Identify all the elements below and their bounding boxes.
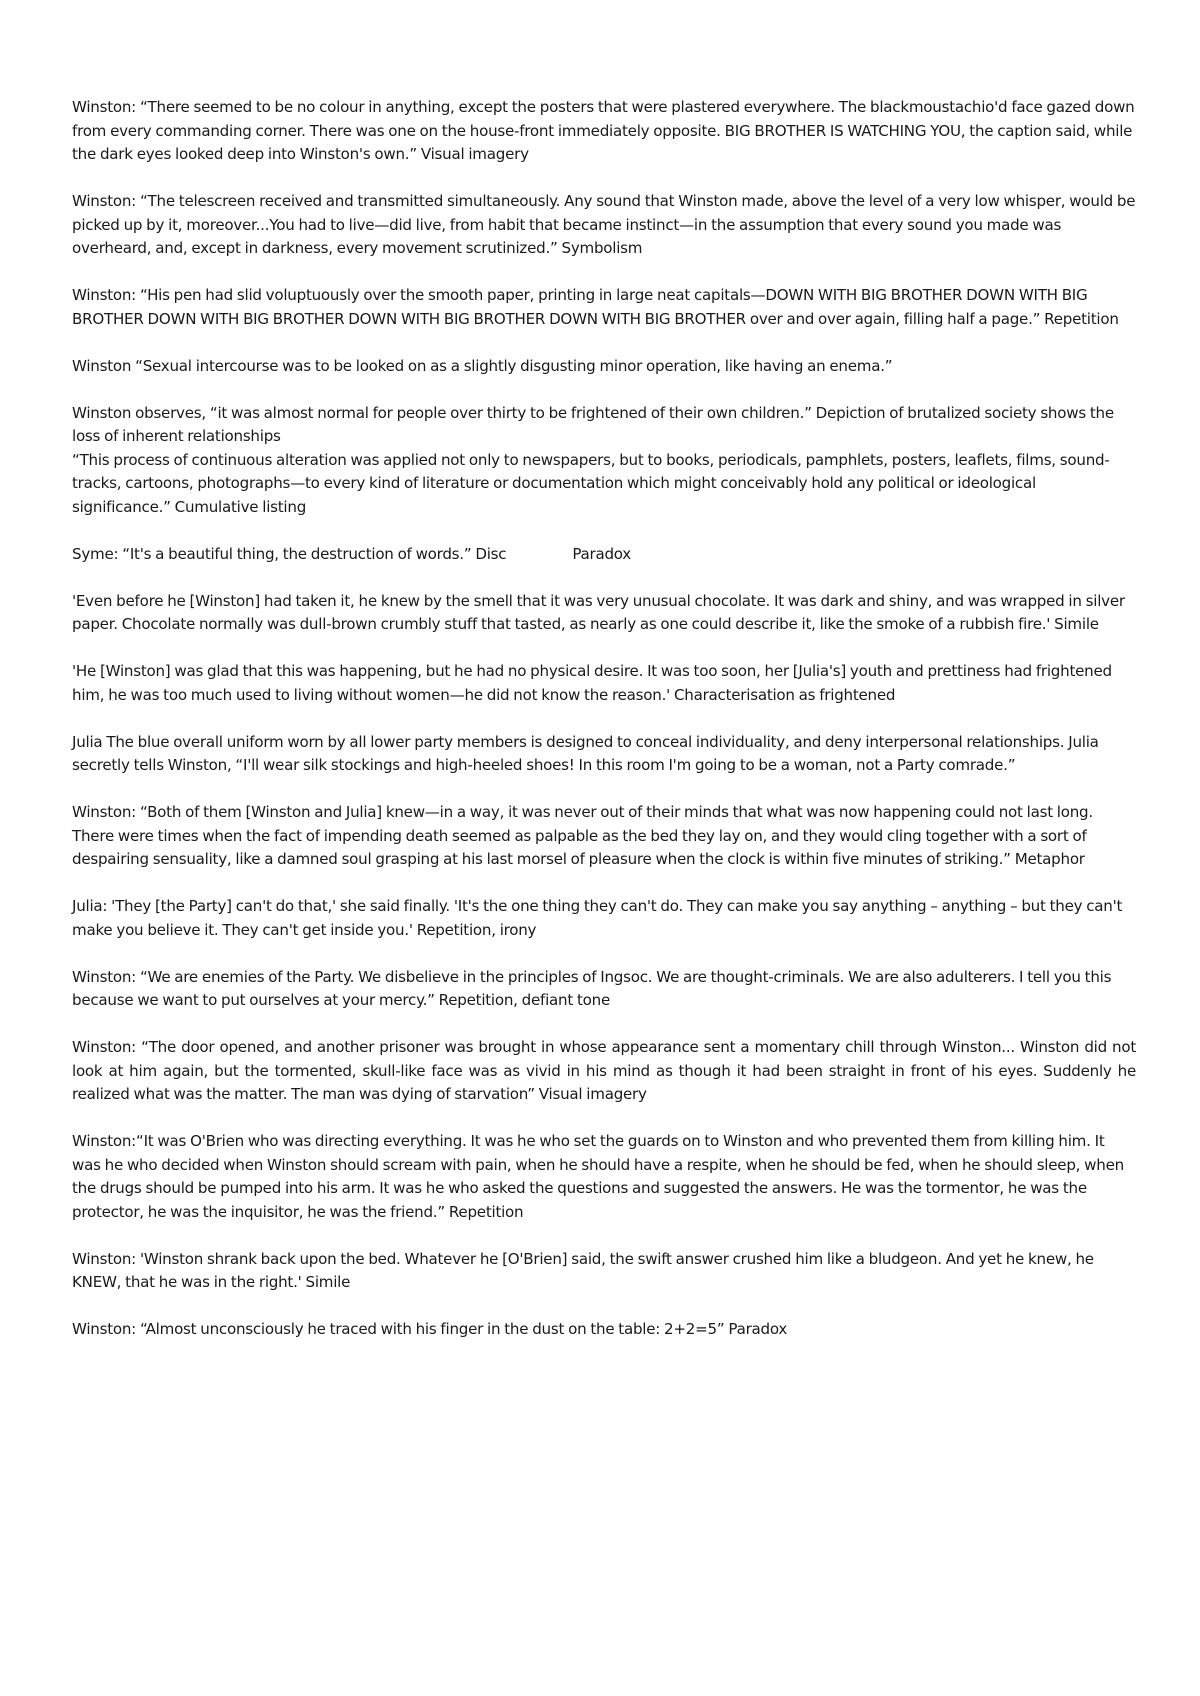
paragraph-enemies: Winston: “We are enemies of the Party. We disbelieve in the principles of Ingsoc. We are thought-criminals. We are also adulterers. I tell you this because we want to put ourselves at your mercy.” Repetition, defiant tone: [72, 967, 1112, 1009]
document-page: [72, 96, 1136, 1365]
paragraph-two-plus-two: Winston: “Almost unconsciously he traced with his finger in the dust on the table: 2+2=5” Paradox: [72, 1320, 788, 1338]
paragraph-alteration: “This process of continuous alteration was applied not only to newspapers, but to books, periodicals, pamphlets, posters, leaflets, films, sound-tracks, cartoons, photographs—to every kind of literature or documentation which might conceivably hold any political or ideological significance.” Cumulative listing: [72, 450, 1110, 516]
paragraph-syme: [72, 543, 1136, 567]
paragraph-julia-party: Julia: 'They [the Party] can't do that,' she said finally. 'It's the one thing they can't do. They can make you say anything – anything – but they can't make you believe it. They can't get inside you.' Repetition, irony: [72, 897, 1123, 939]
paragraph-posters: Winston: “There seemed to be no colour in anything, except the posters that were plastered everywhere. The blackmoustachio'd face gazed down from every commanding corner. There was one on the house-front immediately opposite. BIG BROTHER IS WATCHING YOU, the caption said, while the dark eyes looked deep into Winston's own.” Visual imagery: [72, 98, 1135, 163]
paragraph-julia-uniform: Julia The blue overall uniform worn by all lower party members is designed to conceal individuality, and deny interpersonal relationships. Julia secretly tells Winston, “I'll wear silk stockings and high-heeled shoes! In this room I'm going to be a woman, not a Party comrade.”: [72, 732, 1099, 774]
paragraph-intercourse: Winston “Sexual intercourse was to be looked on as a slightly disgusting minor operation, like having an enema.”: [72, 356, 893, 375]
paragraph-diary: Winston: “His pen had slid voluptuously over the smooth paper, printing in large neat capitals—DOWN WITH BIG BROTHER DOWN WITH BIG BROTHER DOWN WITH BIG BROTHER DOWN WITH BIG BROTHER DOWN WITH BIG BROTHER over and over again, filling half a page.” Repetition: [72, 286, 1119, 328]
paragraph-children: Winston observes, “it was almost normal for people over thirty to be frightened of their own children.” Depiction of brutalized society shows the loss of inherent relationships: [72, 403, 1114, 445]
paragraph-telescreen: Winston: “The telescreen received and transmitted simultaneously. Any sound that Winston made, above the level of a very low whisper, would be picked up by it, moreover...You had to live—did live, from habit that became instinct—in the assumption that every sound you made was overheard, and, except in darkness, every movement scrutinized.” Symbolism: [72, 192, 1136, 257]
paragraph-bludgeon: Winston: 'Winston shrank back upon the bed. Whatever he [O'Brien] said, the swift answer crushed him like a bludgeon. And yet he knew, he KNEW, that he was in the right.' Simile: [72, 1249, 1094, 1291]
paragraph-glad: 'He [Winston] was glad that this was happening, but he had no physical desire. It was too soon, her [Julia's] youth and prettiness had frightened him, he was too much used to living without women—he did not know the reason.' Characterisation as frightened: [72, 662, 1112, 704]
paragraph-syme-text: Syme: “It's a beautiful thing, the destruction of words.” Disc: [72, 544, 507, 563]
paragraph-obrien: Winston:“It was O'Brien who was directing everything. It was he who set the guards on to Winston and who prevented them from killing him. It was he who decided when Winston should scream with pain, when he should have a respite, when he should be fed, when he should sleep, when the drugs should be pumped into his arm. It was he who asked the questions and suggested the answers. He was the tormentor, he was the protector, he was the inquisitor, he was the friend.” Repetition: [72, 1132, 1124, 1221]
paragraph-chocolate: 'Even before he [Winston] had taken it, he knew by the smell that it was very unusual chocolate. It was dark and shiny, and was wrapped in silver paper. Chocolate normally was dull-brown crumbly stuff that tasted, as nearly as one could describe it, like the smoke of a rubbish fire.' Simile: [72, 591, 1125, 633]
paragraph-prisoner: Winston: “The door opened, and another prisoner was brought in whose appearance sent a momentary chill through Winston... Winston did not look at him again, but the tormented, skull-like face was as vivid in his mind as though it had been straight in front of his eyes. Suddenly he realized what was the matter. The man was dying of starvation” Visual imagery: [72, 1038, 1136, 1103]
paragraph-both-knew: Winston: “Both of them [Winston and Julia] knew—in a way, it was never out of their minds that what was now happening could not last long. There were times when the fact of impending death seemed as palpable as the bed they lay on, and they would cling together with a sort of despairing sensuality, like a damned soul grasping at his last morsel of pleasure when the clock is within five minutes of striking.” Metaphor: [72, 803, 1093, 868]
paragraph-syme-device: Paradox: [572, 544, 631, 563]
